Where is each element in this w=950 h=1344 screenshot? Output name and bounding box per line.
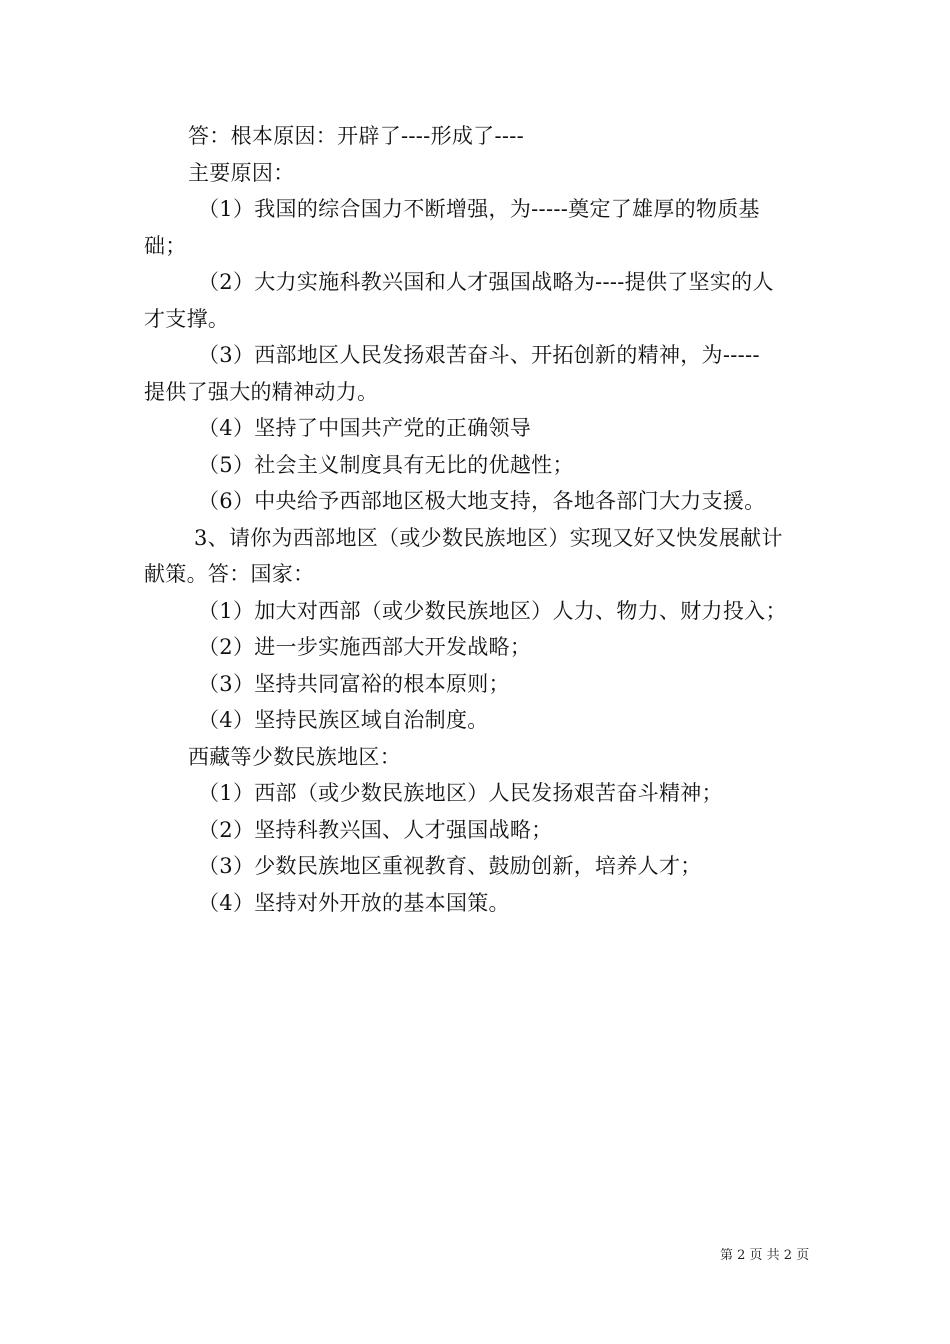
document-body [144, 118, 810, 921]
paragraph-line: （5）社会主义制度具有无比的优越性； [198, 452, 574, 477]
question-line: 3、请你为西部地区（或少数民族地区）实现又好又快发展献计 [194, 525, 783, 550]
paragraph-line: 提供了强大的精神动力。 [144, 379, 379, 404]
list-item: （4）坚持对外开放的基本国策。 [198, 890, 510, 915]
paragraph-line: （2）大力实施科教兴国和人才强国战略为----提供了坚实的人 [198, 270, 774, 294]
paragraph-line: （1）我国的综合国力不断增强，为-----奠定了雄厚的物质基 [198, 197, 760, 221]
list-item: （2）进一步实施西部大开发战略； [198, 635, 532, 659]
list-item: （1）西部（或少数民族地区）人民发扬艰苦奋斗精神； [198, 781, 723, 805]
answer-line: 答：根本原因：开辟了----形成了---- [188, 124, 525, 148]
list-item: （1）加大对西部（或少数民族地区）人力、物力、财力投入； [198, 598, 787, 623]
paragraph-line: （3）西部地区人民发扬艰苦奋斗、开拓创新的精神，为----- [198, 343, 760, 367]
section-heading: 西藏等少数民族地区： [188, 744, 401, 769]
paragraph-line: 才支撑。 [144, 306, 230, 331]
paragraph-line: 础； [144, 233, 187, 258]
paragraph-line: （6）中央给予西部地区极大地支持，各地各部门大力支援。 [198, 489, 766, 513]
list-item: （2）坚持科教兴国、人才强国战略； [198, 817, 553, 842]
main-reasons-heading: 主要原因： [188, 160, 295, 185]
list-item: （3）坚持共同富裕的根本原则； [198, 671, 510, 696]
page-number-footer: 第 2 页 共 2 页 [720, 1248, 810, 1263]
list-item: （3）少数民族地区重视教育、鼓励创新，培养人才； [198, 854, 702, 878]
paragraph-line: （4）坚持了中国共产党的正确领导 [198, 416, 532, 440]
list-item: （4）坚持民族区域自治制度。 [198, 708, 489, 732]
question-line: 献策。答：国家： [144, 562, 315, 586]
